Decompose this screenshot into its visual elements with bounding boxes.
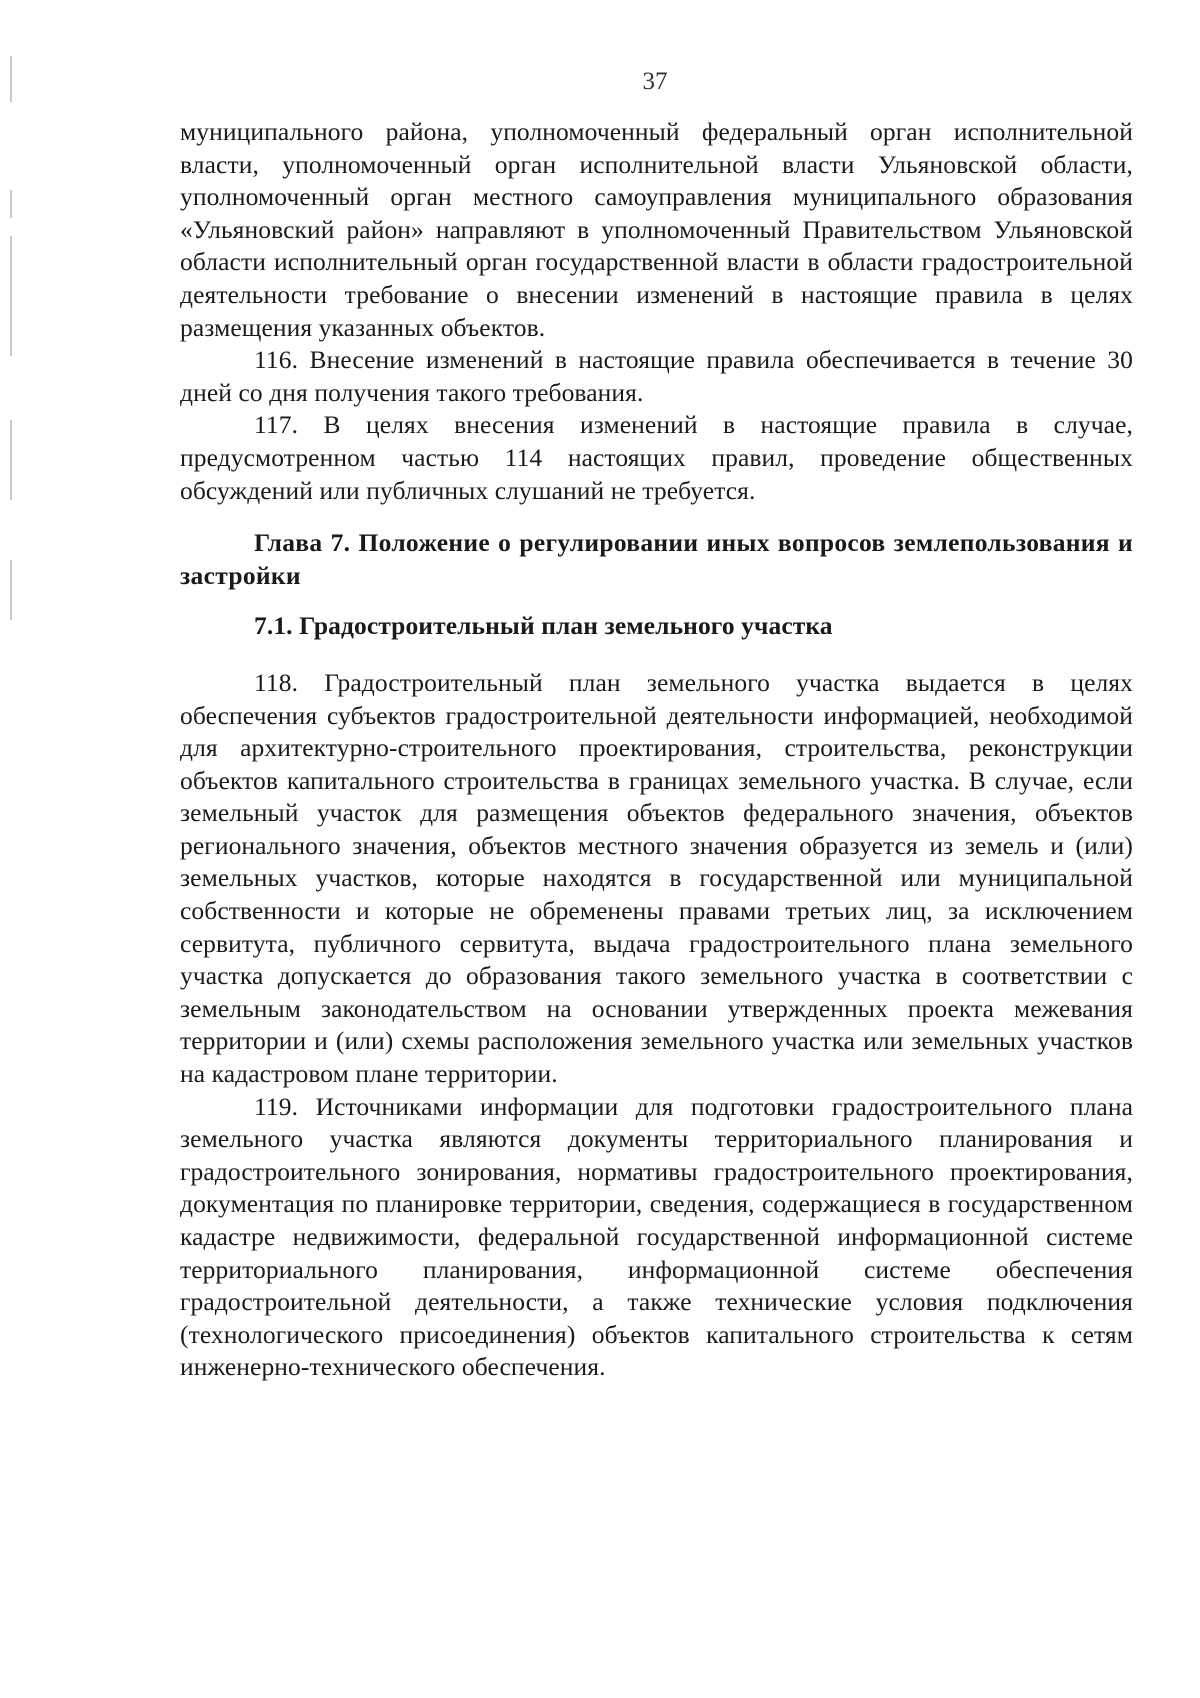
scan-margin-mark <box>10 236 12 356</box>
paragraph-117: 117. В целях внесения изменений в настоящие правила в случае, предусмотренном частью 114 настоящих правил, проведение общественных обсуждений или публичных слушаний не требуется. <box>180 410 1133 505</box>
scan-margin-mark <box>10 560 12 620</box>
paragraph-116: 116. Внесение изменений в настоящие правила обеспечивается в течение 30 дней со дня получения такого требования. <box>180 345 1133 407</box>
paragraph-119: 119. Источниками информации для подготовки градостроительного плана земельного участка являются документы территориального планирования и градостроительного зонирования, нормативы градостроительного проектирования, документация по планировке территории, сведения, содержащиеся в государственном кадастре недвижимости, федеральной государственной информационной системе территориального планирования, информационной системе обеспечения градостроительной деятельности, а также технические условия подключения (технологического присоединения) объектов капитального строительства к сетям инженерно-технического обеспечения. <box>180 1091 1133 1382</box>
document-body <box>180 116 1133 1384</box>
paragraph-118: 118. Градостроительный план земельного участка выдается в целях обеспечения субъектов градостроительной деятельности информацией, необходимой для архитектурно-строительного проектирования, строительства, реконструкции объектов капитального строительства в границах земельного участка. В случае, если земельный участок для размещения объектов федерального значения, объектов регионального значения, объектов местного значения образуется из земель и (или) земельных участков, которые находятся в государственной или муниципальной собственности и которые не обременены правами третьих лиц, за исключением сервитута, публичного сервитута, выдача градостроительного плана земельного участка допускается до образования такого земельного участка в соответствии с земельным законодательством на основании утвержденных проекта межевания территории и (или) схемы расположения земельного участка или земельных участков на кадастровом плане территории. <box>180 667 1133 1089</box>
section-7-1-heading: 7.1. Градостроительный план земельного участка <box>254 611 833 641</box>
scan-margin-mark <box>10 420 12 500</box>
page-number: 37 <box>642 68 668 95</box>
scan-margin-mark <box>10 190 12 218</box>
chapter-7-heading: Глава 7. Положение о регулировании иных вопросов землепользования и застройки <box>180 528 1133 590</box>
paragraph-continuation: муниципального района, уполномоченный федеральный орган исполнительной власти, уполномоченный орган исполнительной власти Ульяновской области, уполномоченный орган местного самоуправления муниципального образования «Ульяновский район» направляют в уполномоченный Правительством Ульяновской области исполнительный орган государственной власти в области градостроительной деятельности требование о внесении изменений в настоящие правила в целях размещения указанных объектов. <box>180 117 1133 342</box>
